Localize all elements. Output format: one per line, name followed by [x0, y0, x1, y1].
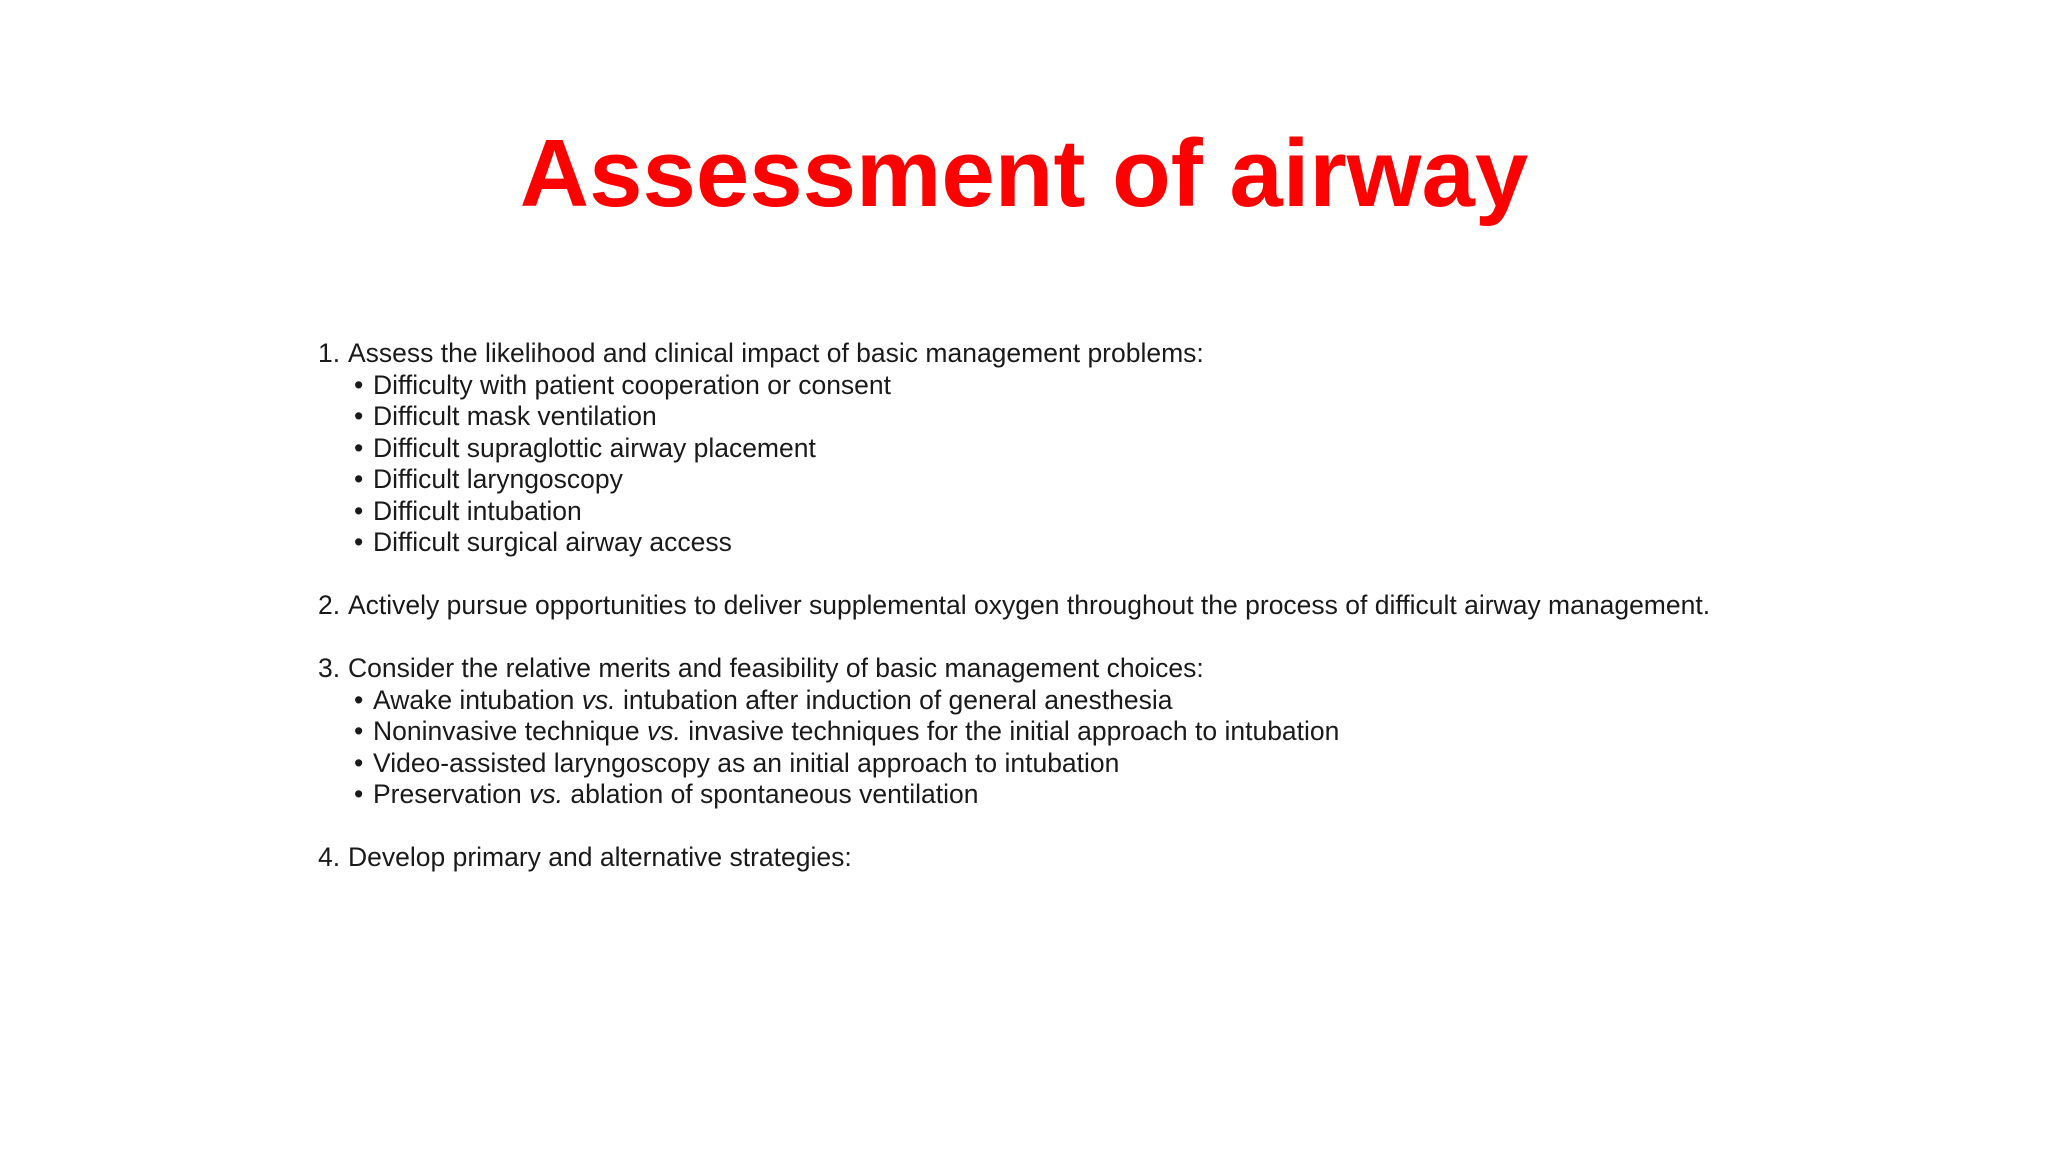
list-item-segment: ablation of spontaneous ventilation [563, 779, 979, 809]
list-section [318, 338, 1818, 559]
list-item [318, 527, 1818, 559]
section-number: 1. [318, 338, 341, 368]
list-item [318, 779, 1818, 811]
list-section [318, 653, 1818, 811]
list-item-segment: Video-assisted laryngoscopy as an initial approach to intubation [373, 747, 1120, 778]
section-heading [318, 653, 1818, 685]
list-item-segment: Noninvasive technique [373, 716, 648, 746]
list-item [318, 401, 1818, 433]
list-item-segment: Awake intubation [373, 684, 582, 715]
list-item-text [373, 496, 582, 528]
list-item [318, 716, 1818, 748]
list-item-italic: vs. [581, 684, 616, 715]
list-item-segment: Difficulty with patient cooperation or consent [373, 369, 892, 400]
bullet-icon: • [354, 684, 364, 715]
section-number: 2. [318, 590, 341, 620]
slide-title: Assessment of airway [519, 120, 1529, 227]
list-item-italic: vs. [647, 716, 681, 746]
section-heading [318, 590, 1818, 622]
section-heading-text: Consider the relative merits and feasibility of basic management choices: [348, 653, 1204, 683]
list-item-segment: Difficult laryngoscopy [373, 464, 623, 494]
list-item-text [373, 401, 657, 433]
section-heading-text: Assess the likelihood and clinical impact of basic management problems: [348, 338, 1204, 368]
list-item [318, 496, 1818, 528]
bullet-list [318, 685, 1818, 811]
section-heading-text: Develop primary and alternative strategies: [348, 842, 852, 872]
list-item [318, 433, 1818, 465]
list-item-segment: Difficult mask ventilation [373, 401, 657, 431]
list-item-text [373, 716, 1339, 748]
list-item-text [373, 527, 732, 559]
list-item-text [373, 748, 1119, 780]
list-item-segment: Difficult supraglottic airway placement [373, 432, 816, 463]
list-item-text [373, 685, 1172, 717]
list-item [318, 464, 1818, 496]
list-section [318, 842, 1818, 874]
list-item-segment: Difficult surgical airway access [373, 527, 732, 557]
bullet-icon: • [354, 716, 364, 746]
list-item-text [373, 433, 816, 465]
bullet-icon: • [354, 495, 364, 526]
list-item-italic: vs. [529, 779, 564, 809]
section-heading [318, 842, 1818, 874]
bullet-icon: • [354, 527, 364, 557]
list-item-segment: Difficult intubation [373, 495, 582, 526]
list-item-text [373, 464, 623, 496]
section-number: 3. [318, 653, 341, 683]
bullet-icon: • [354, 369, 364, 400]
list-item-segment: invasive techniques for the initial approach to intubation [680, 716, 1340, 746]
bullet-icon: • [354, 779, 364, 809]
list-item [318, 370, 1818, 402]
bullet-list [318, 370, 1818, 559]
guideline-list [318, 338, 1818, 905]
bullet-icon: • [354, 464, 364, 494]
section-heading-text: Actively pursue opportunities to deliver supplemental oxygen throughout the process of difficult airway management. [348, 590, 1711, 620]
list-section [318, 590, 1818, 622]
bullet-icon: • [354, 747, 364, 778]
list-item-segment: intubation after induction of general anesthesia [615, 684, 1173, 715]
list-item-text [373, 370, 891, 402]
section-number: 4. [318, 842, 341, 872]
list-item [318, 685, 1818, 717]
bullet-icon: • [354, 432, 364, 463]
list-item [318, 748, 1818, 780]
list-item-text [373, 779, 979, 811]
list-item-segment: Preservation [373, 779, 530, 809]
bullet-icon: • [354, 401, 364, 431]
section-heading [318, 338, 1818, 370]
